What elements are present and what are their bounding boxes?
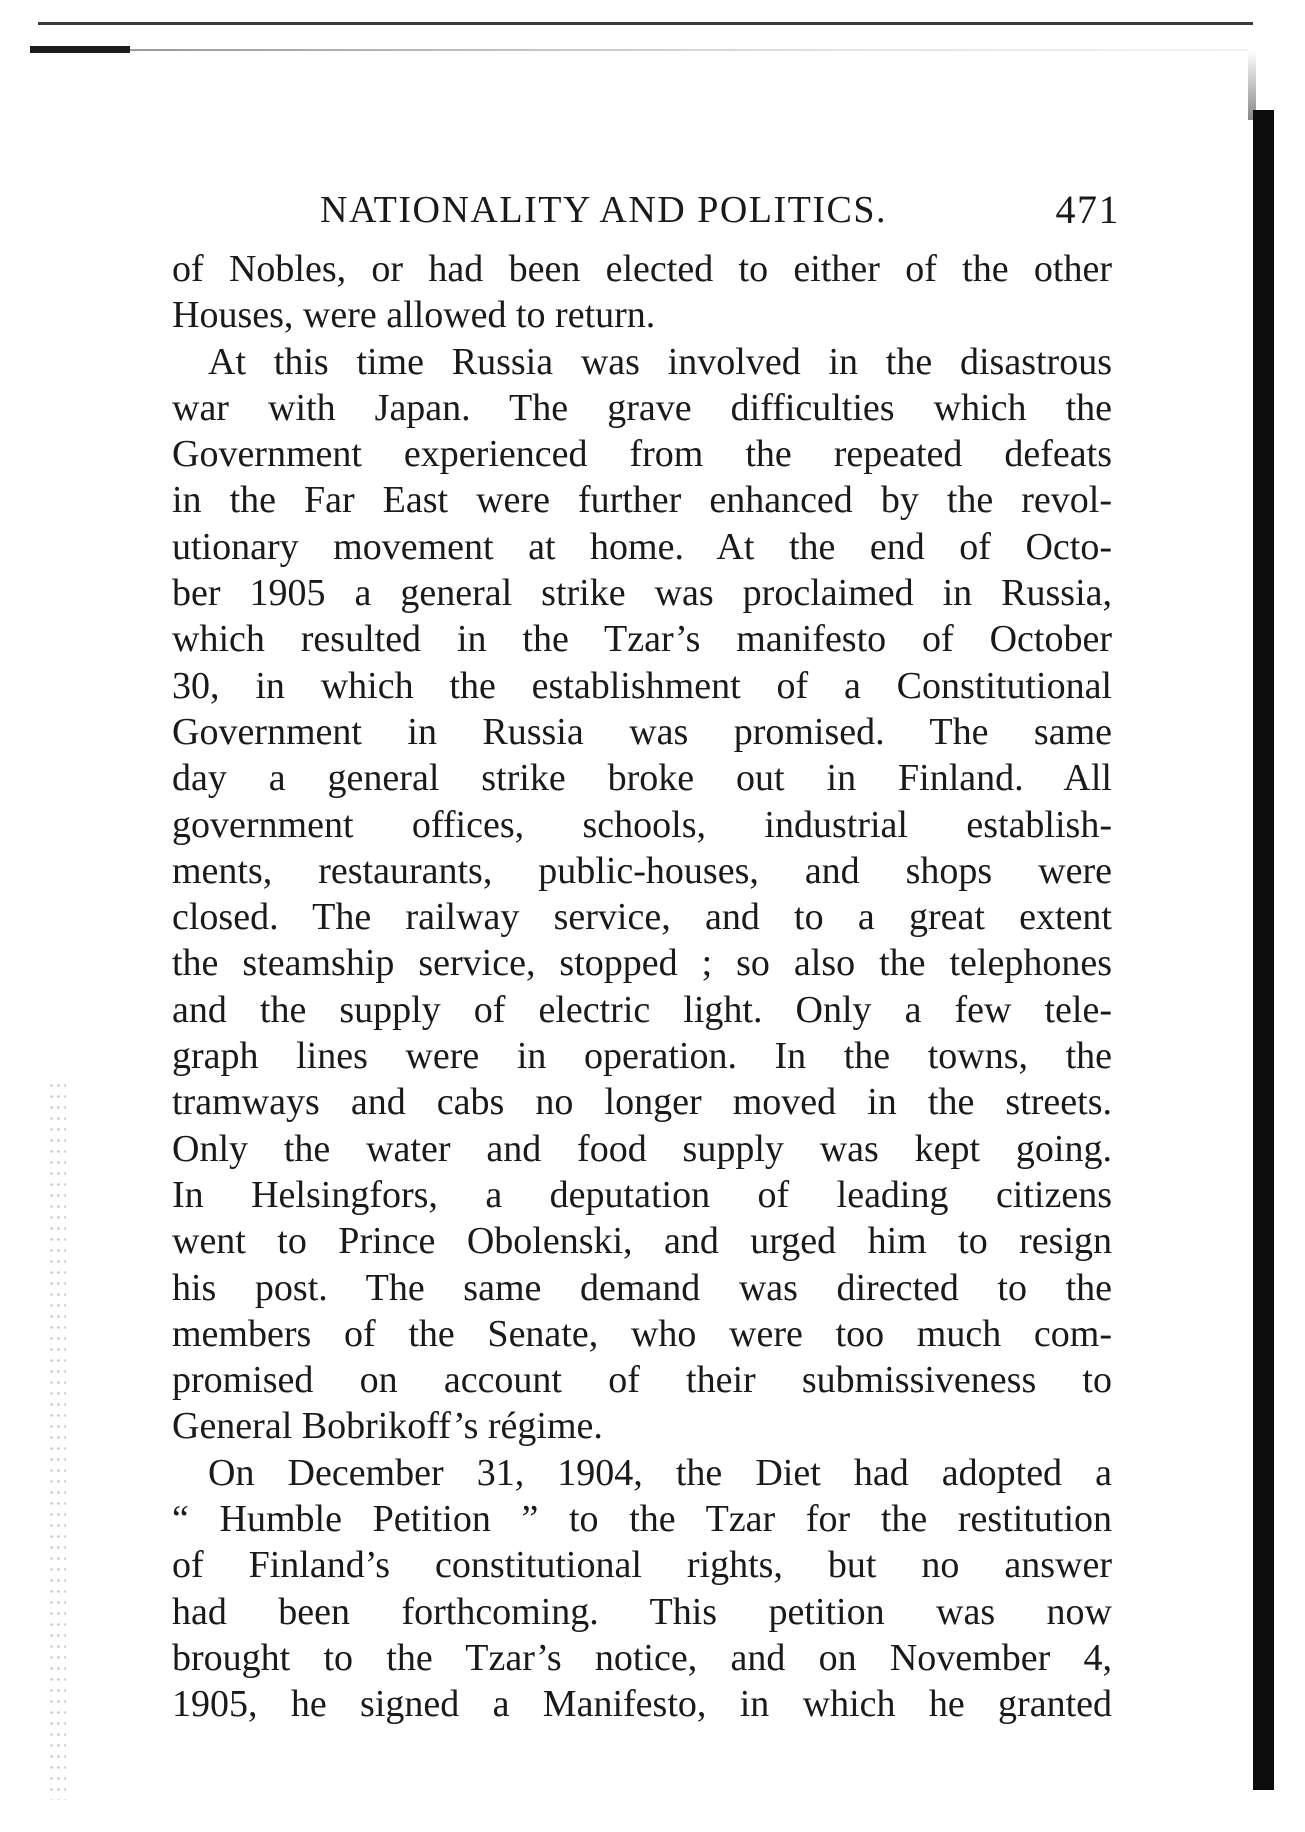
text-line: Government experienced from the repeated defeats [172,433,1112,476]
text-line: Only the water and food supply was kept going. [172,1127,1112,1170]
paragraph-2 [172,339,1112,1450]
text-line: brought to the Tzar’s notice, and on November 4, [172,1636,1112,1679]
text-line: the steamship service, stopped ; so also the telephones [172,942,1112,985]
text-line: graph lines were in operation. In the towns, the [172,1035,1112,1078]
paragraph-1 [172,246,1112,339]
running-head: NATIONALITY AND POLITICS. [320,189,887,231]
text-line: Houses, were allowed to return. [172,294,656,337]
paragraph-3 [172,1450,1112,1728]
text-line: went to Prince Obolenski, and urged him to resign [172,1220,1112,1263]
text-line: had been forthcoming. This petition was now [172,1590,1112,1633]
text-line: On December 31, 1904, the Diet had adopted a [208,1451,1112,1494]
page-edge-shadow [1253,110,1274,1790]
binding-specks [48,1080,66,1800]
text-line: members of the Senate, who were too much com- [172,1312,1112,1355]
page-number: 471 [1055,187,1120,232]
text-line: In Helsingfors, a deputation of leading citizens [172,1173,1112,1216]
text-line: ber 1905 a general strike was proclaimed in Russia, [172,572,1112,615]
text-line: At this time Russia was involved in the disastrous [208,340,1112,383]
text-line: 30, in which the establishment of a Constitutional [172,664,1112,707]
text-line: which resulted in the Tzar’s manifesto of October [172,618,1112,661]
scan-edge-shadow [130,49,1250,51]
text-line: and the supply of electric light. Only a few tele- [172,988,1112,1031]
text-line: closed. The railway service, and to a great extent [172,896,1112,939]
text-line: General Bobrikoff’s régime. [172,1405,603,1448]
text-line: promised on account of their submissiveness to [172,1359,1112,1402]
text-line: his post. The same demand was directed to the [172,1266,1112,1309]
text-line: war with Japan. The grave difficulties which the [172,386,1112,429]
text-line: utionary movement at home. At the end of Octo- [172,525,1112,568]
text-line: 1905, he signed a Manifesto, in which he granted [172,1683,1112,1726]
text-line: tramways and cabs no longer moved in the streets. [172,1081,1112,1124]
page-header [320,180,1120,240]
text-line: of Nobles, or had been elected to either of the other [172,248,1112,290]
scan-edge-mark [30,46,130,53]
text-line: in the Far East were further enhanced by the revol- [172,479,1112,522]
top-rule [38,22,1253,25]
text-line: day a general strike broke out in Finland. All [172,757,1112,800]
body-text [172,246,1112,1728]
text-line: of Finland’s constitutional rights, but no answer [172,1544,1112,1587]
text-line: government offices, schools, industrial establish- [172,803,1112,846]
text-line: “ Humble Petition ” to the Tzar for the restitution [172,1498,1112,1541]
text-line: ments, restaurants, public-houses, and shops were [172,849,1112,892]
text-line: Government in Russia was promised. The same [172,710,1112,753]
